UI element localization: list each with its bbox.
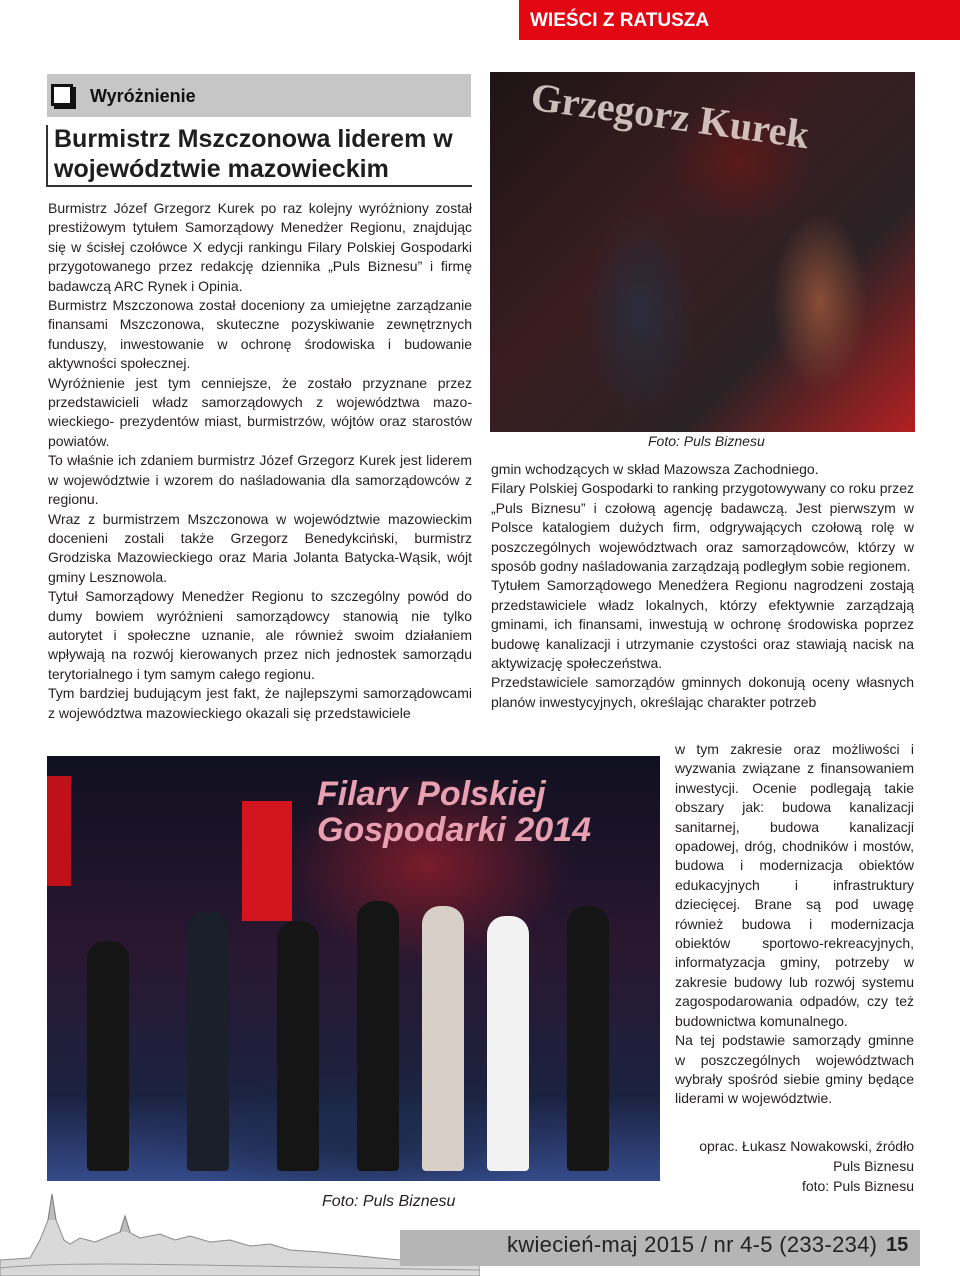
person-silhouette — [567, 906, 609, 1171]
kicker-label: Wyróżnienie — [90, 86, 196, 106]
stage-sign-text: Filary Polskiej Gospodarki 2014 — [317, 775, 592, 849]
credit-line: oprac. Łukasz Nowakowski, źródło — [699, 1138, 914, 1154]
paragraph: Na tej podstawie samorządy gminne w poszczególnych województwach wybrały spośród siebie gminy będące liderami w województwie. — [675, 1032, 914, 1107]
person-silhouette — [422, 906, 464, 1171]
page-number: 15 — [886, 1234, 909, 1256]
credit-line: foto: Puls Biznesu — [801, 1178, 914, 1194]
headline-rule — [46, 125, 48, 185]
headline-divider — [46, 185, 472, 187]
person-silhouette — [357, 901, 399, 1171]
right-column — [491, 460, 914, 712]
article-credits — [660, 1136, 914, 1196]
paragraph: gmin wchodzących w skład Mazowsza Zachodniego. — [491, 461, 819, 477]
paragraph: Burmistrz Józef Grzegorz Kurek po raz kolejny wyróżniony został prestiżowym tytułem Samorządowy Menedżer Regionu, znajdując się w ścisłej czołówce X edycji rankingu Filary Polskiej Gospodarki przygotowanego przez redakcję dziennika „Puls Biznesu” i firmę badawczą ARC Rynek i Opinia. — [48, 200, 472, 294]
photo-caption-bottom: Foto: Puls Biznesu — [322, 1193, 456, 1210]
person-silhouette — [87, 941, 129, 1171]
paragraph: w tym zakresie oraz możliwości i wyzwania związane z finansowaniem inwestycji. Ocenie podlegają takie obszary jak: budowa kanalizacji sanitarnej, budowa kanalizacji opadowej, dróg, chodników i mostów, budowa i modernizacja obiektów edukacyjnych i infrastruktury dziecięcej. Brane są pod uwagę również budowa i modernizacja obiektów sportowo-rekreacyjnych, informatyzacja gminy, potrzeby w zakresie budowy lub rozwój systemu zagospodarowania odpadów, czy też budownictwa komunalnego. — [675, 741, 914, 1029]
left-column — [48, 199, 472, 723]
stage-decor — [242, 801, 292, 921]
issue-info: kwiecień-maj 2015 / nr 4-5 (233-234) — [507, 1232, 878, 1257]
right-narrow-column — [675, 740, 914, 1109]
person-silhouette — [277, 921, 319, 1171]
paragraph: Burmistrz Mszczonowa został doceniony za umiejętne zarządzanie finansami Mszczonowa, skuteczne pozyskiwanie zewnętrznych funduszy, inwestowanie w ochronę środowiska i budowanie aktywności społecznej. — [48, 297, 472, 372]
award-handshake-photo — [490, 72, 915, 432]
section-banner: WIEŚCI Z RATUSZA — [519, 0, 960, 40]
paragraph: Tytuł Samorządowy Menedżer Regionu to szczególny powód do dumy bowiem wyróżnieni samorządowcy stanowią nie tylko autorytet i społeczne uznanie, ale również swoim działaniem wpływają na rozwój kierowanych przez nich jednostek samorządu terytorialnego i tym samym całego regionu. — [48, 588, 472, 682]
photo-sign-text: Grzegorz Kurek — [528, 73, 813, 158]
paragraph: Tytułem Samorządowego Menedżera Regionu nagrodzeni zostają przedstawiciele władz lokalnych, którzy efektywnie zarządzają gminami, ich finansami, inwestują w ochronę środowiska poprzez budowę kanalizacji i utrzymanie czystości oraz stawiają nacisk na aktywizację społeczeństwa. — [491, 577, 914, 672]
award-group-photo — [47, 756, 660, 1181]
paragraph: Filary Polskiej Gospodarki to ranking przygotowywany co roku przez „Puls Biznesu” i czołową agencję badawczą. Jest pierwszym w Polsce katalogiem dużych firm, odgrywających czołową rolę w poszczególnych województwach oraz samorządowców, którzy w sposób godny naśladowania zarządzają podległym sobie regionem. — [491, 480, 914, 575]
person-silhouette — [187, 911, 229, 1171]
person-silhouette — [487, 916, 529, 1171]
paragraph: Przedstawiciele samorządów gminnych dokonują oceny własnych planów inwestycyjnych, określając charakter potrzeb — [491, 674, 914, 710]
article-title: Burmistrz Mszczonowa liderem w województwie mazowieckim — [54, 125, 453, 183]
photo-caption-top: Foto: Puls Biznesu — [648, 433, 765, 449]
paragraph: Wraz z burmistrzem Mszczonowa w województwie mazowieckim docenieni zostali także Grzegorz Benedykciński, burmistrz Grodziska Mazowieckiego oraz Maria Jolanta Batycka-Wąsik, wójt gminy Lesznowola. — [48, 510, 472, 585]
paragraph: Wyróżnienie jest tym cenniejsze, że zostało przyznane przez przedstawicieli władz samorządowych z województwa mazowieckiego- prezydentów miast, burmistrzów, wójtów oraz starostów powiatów. — [48, 374, 472, 449]
paragraph: To właśnie ich zdaniem burmistrz Józef Grzegorz Kurek jest liderem w województwie i wzorem do naśladowania dla samorządowców z regionu. — [48, 452, 472, 508]
paragraph: Tym bardziej budującym jest fakt, że najlepszymi samorządowcami z województwa mazowieckiego okazali się przedstawiciele — [48, 685, 472, 721]
checkbox-icon — [51, 84, 73, 106]
stage-decor — [47, 776, 71, 886]
credit-line: Puls Biznesu — [833, 1158, 914, 1174]
